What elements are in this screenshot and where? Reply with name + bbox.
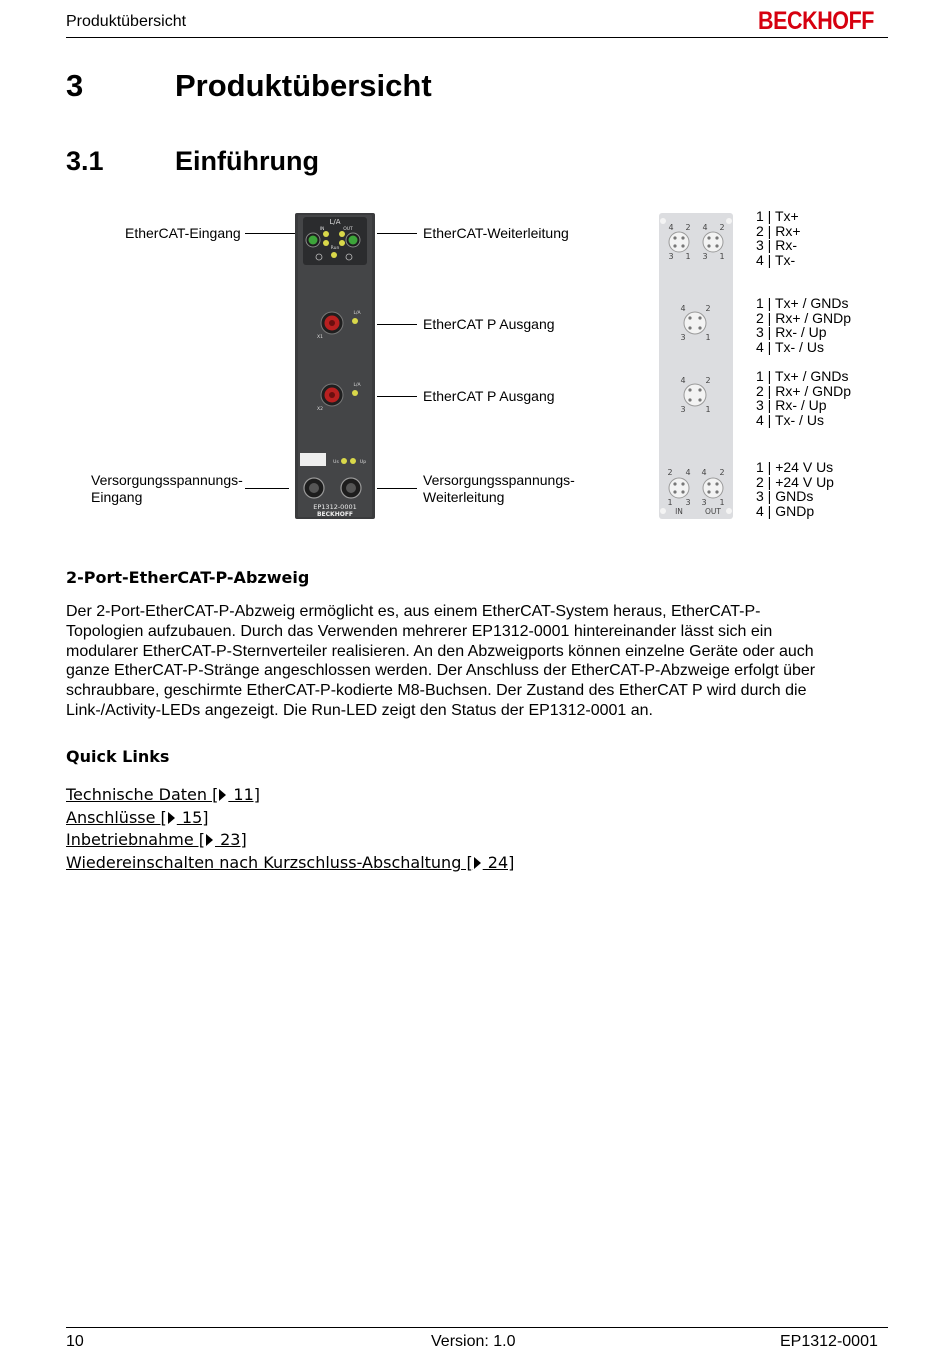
pin-num: 3	[685, 498, 691, 507]
leader-line	[245, 233, 295, 234]
section-number: 3.1	[66, 146, 104, 176]
page-arrow-icon	[219, 789, 226, 801]
link-wiedereinschalten[interactable]: Wiedereinschalten nach Kurzschluss-Abschaltung [ 24]	[66, 852, 515, 872]
pin-num: 3	[668, 252, 674, 261]
pinout-line: 4 | Tx-	[756, 251, 796, 268]
paragraph-line: ganze EtherCAT-P-Stränge angeschlossen werden. Der Anschluss der EtherCAT-P-Abzweige erfolgt über	[66, 662, 816, 680]
pin-in-label: IN	[675, 507, 683, 516]
module-led-la: L/A	[329, 218, 341, 226]
link-technische-daten[interactable]: Technische Daten [ 11]	[66, 785, 261, 804]
pinout-line: 3 | Rx- / Up	[756, 397, 827, 413]
module-port-la2: L/A	[353, 383, 361, 388]
header-divider	[66, 37, 888, 38]
pin-num: 3	[680, 405, 686, 414]
pinout-line: 4 | Tx- / Us	[756, 411, 824, 428]
pinout-power	[756, 460, 834, 518]
pin-num: 4	[668, 223, 674, 232]
pin-num: 4	[701, 468, 707, 477]
pinout-line: 1 | Tx+ / GNDs	[756, 295, 849, 311]
section-title: Einführung	[175, 146, 319, 176]
pinout-line: 1 | Tx+ / GNDs	[756, 368, 849, 384]
chapter-title: Produktübersicht	[175, 68, 432, 103]
label-ecp-out-2: EtherCAT P Ausgang	[423, 388, 555, 404]
pinout-line: 3 | Rx-	[756, 237, 797, 253]
ep1312-module-image	[295, 213, 375, 519]
pin-num: 2	[719, 223, 725, 232]
intro-paragraph	[66, 602, 886, 721]
pin-num: 1	[719, 498, 725, 507]
pin-num: 3	[702, 252, 708, 261]
pin-assignment-image	[659, 213, 733, 519]
module-led-out: OUT	[343, 227, 353, 232]
pin-num: 1	[685, 252, 691, 261]
running-header-title: Produktübersicht	[66, 13, 187, 30]
pin-num: 2	[705, 376, 711, 385]
pin-num: 3	[701, 498, 707, 507]
pinout-line: 1 | +24 V Us	[756, 459, 834, 475]
leader-line	[377, 396, 417, 397]
pin-num: 3	[680, 333, 686, 342]
paragraph-line: Link-/Activity-LEDs angezeigt. Die Run-LED zeigt den Status der EP1312-0001 an.	[66, 701, 653, 719]
pin-num: 2	[667, 468, 673, 477]
pinout-line: 3 | GNDs	[756, 488, 814, 504]
pinout-line: 3 | Rx- / Up	[756, 324, 827, 340]
paragraph-line: schraubbare, geschirmte EtherCAT-P-kodierte M8-Buchsen. Der Zustand des EtherCAT P wird durch die	[66, 682, 807, 700]
quick-links-heading: Quick Links	[66, 747, 170, 766]
label-supply-out-2: Weiterleitung	[423, 489, 505, 505]
link-inbetriebnahme[interactable]: Inbetriebnahme [ 23]	[66, 830, 247, 850]
leader-line	[377, 324, 417, 325]
chapter-number: 3	[66, 68, 84, 103]
module-model: EP1312-0001	[313, 503, 357, 511]
pin-num: 1	[705, 405, 711, 414]
pinout-ecp-2	[756, 369, 851, 427]
leader-line	[377, 488, 417, 489]
pin-num: 1	[667, 498, 673, 507]
footer-product: EP1312-0001	[780, 1333, 878, 1350]
leader-line	[245, 488, 289, 489]
pin-num: 2	[685, 223, 691, 232]
label-ecp-out-1: EtherCAT P Ausgang	[423, 316, 555, 332]
paragraph-line: modularer EtherCAT-P-Sternverteiler realisieren. An den Abzweigports können einzelne Geräte oder auch	[66, 642, 814, 660]
pinout-line: 1 | Tx+	[756, 208, 799, 224]
beckhoff-logo: BECKHOFF	[758, 7, 875, 35]
page-arrow-icon	[206, 834, 213, 846]
pinout-line: 4 | Tx- / Us	[756, 338, 824, 355]
label-ethercat-in: EtherCAT-Eingang	[125, 225, 241, 241]
pin-num: 1	[719, 252, 725, 261]
pinout-line: 4 | GNDp	[756, 502, 815, 519]
paragraph-line: Topologien aufzubauen. Durch das Verwenden mehrerer EP1312-0001 hintereinander lässt sich ein	[66, 622, 773, 640]
page-arrow-icon	[474, 857, 481, 869]
leader-line	[377, 233, 417, 234]
pinout-line: 2 | Rx+ / GNDp	[756, 309, 852, 326]
module-port-x2: X2	[317, 407, 323, 412]
label-ethercat-out: EtherCAT-Weiterleitung	[423, 225, 569, 241]
module-port-la1: L/A	[353, 311, 361, 316]
pinout-line: 2 | Rx+	[756, 222, 801, 239]
page-arrow-icon	[168, 812, 175, 824]
label-supply-out-1: Versorgungsspannungs-	[423, 472, 575, 488]
pin-num: 2	[705, 304, 711, 313]
label-supply-in-2: Eingang	[91, 489, 143, 505]
pinout-line: 2 | Rx+ / GNDp	[756, 382, 852, 399]
pin-num: 4	[702, 223, 708, 232]
module-brand: BECKHOFF	[316, 511, 354, 518]
footer-page-number: 10	[66, 1333, 84, 1350]
pinout-line: 2 | +24 V Up	[756, 473, 834, 490]
quick-links-list	[66, 784, 514, 874]
module-led-in: IN	[319, 227, 325, 232]
pinout-ethercat	[756, 209, 801, 267]
module-port-x1: X1	[317, 335, 323, 340]
footer-divider	[66, 1327, 888, 1328]
pin-out-label: OUT	[705, 507, 721, 516]
pin-num: 4	[680, 376, 686, 385]
product-figure	[0, 195, 950, 540]
label-supply-in-1: Versorgungsspannungs-	[91, 472, 243, 488]
pin-num: 4	[680, 304, 686, 313]
module-led-run: Run	[330, 246, 340, 251]
paragraph-line: Der 2-Port-EtherCAT-P-Abzweig ermöglicht es, aus einem EtherCAT-System heraus, EtherCAT-P-	[66, 603, 761, 620]
link-anschluesse[interactable]: Anschlüsse [ 15]	[66, 807, 209, 827]
subsection-heading: 2-Port-EtherCAT-P-Abzweig	[66, 568, 310, 587]
pinout-ecp-1	[756, 296, 851, 354]
module-up: Up	[359, 460, 367, 465]
pin-num: 1	[705, 333, 711, 342]
pin-num: 2	[719, 468, 725, 477]
footer-version: Version: 1.0	[431, 1333, 516, 1350]
module-us: Us	[333, 460, 339, 465]
pin-num: 4	[685, 468, 691, 477]
